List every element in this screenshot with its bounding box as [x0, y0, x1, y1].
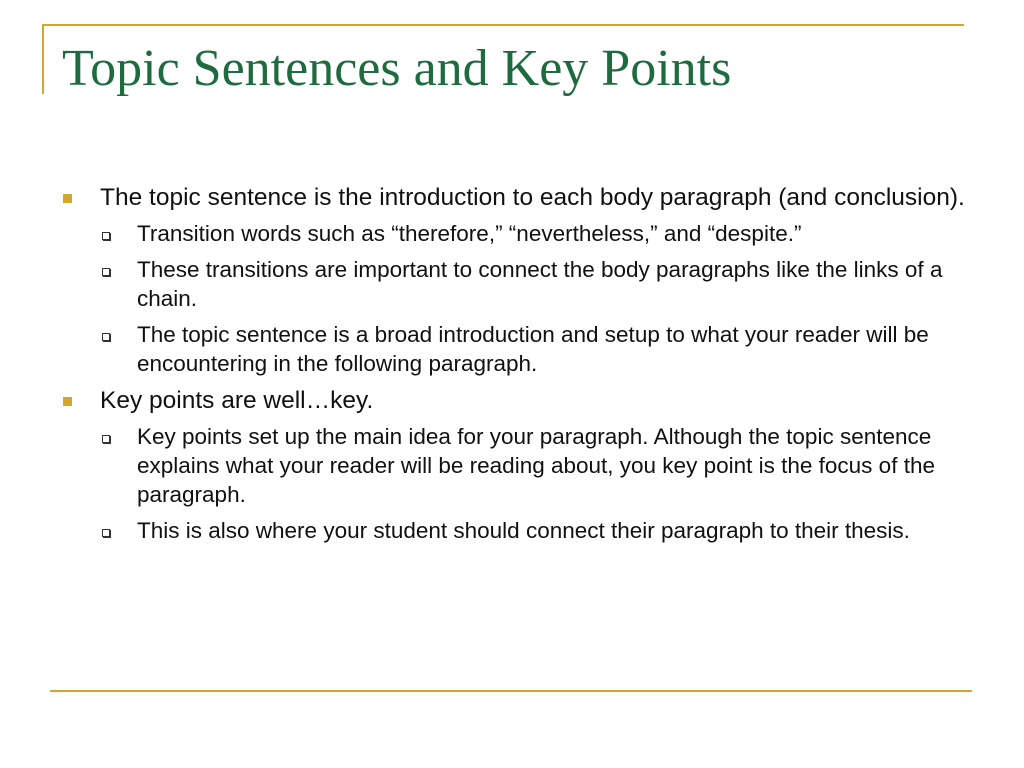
hollow-square-bullet-icon: [102, 529, 110, 537]
frame-left-rule: [42, 24, 44, 94]
sub-bullet-item: [100, 219, 970, 248]
hollow-square-bullet-icon: [102, 333, 110, 341]
sub-bullet-text: Key points set up the main idea for your paragraph. Although the topic sentence explains what your reader will be reading about, you key point is the focus of the paragraph.: [137, 424, 935, 507]
sub-bullet-text: The topic sentence is a broad introduction and setup to what your reader will be encountering in the following paragraph.: [137, 322, 929, 376]
sub-bullet-item: [100, 516, 970, 545]
frame-bottom-rule: [50, 690, 972, 692]
sub-bullet-text: These transitions are important to connect the body paragraphs like the links of a chain.: [137, 257, 943, 311]
sub-bullet-item: [100, 422, 970, 509]
bullet-item: [60, 182, 970, 213]
filled-square-bullet-icon: [63, 194, 72, 203]
filled-square-bullet-icon: [63, 397, 72, 406]
hollow-square-bullet-icon: [102, 435, 110, 443]
sub-bullet-item: [100, 255, 970, 313]
bullet-item: [60, 385, 970, 416]
hollow-square-bullet-icon: [102, 268, 110, 276]
hollow-square-bullet-icon: [102, 232, 110, 240]
sub-bullet-text: This is also where your student should connect their paragraph to their thesis.: [137, 518, 910, 543]
frame-top-rule: [42, 24, 964, 26]
slide-content: [60, 182, 970, 552]
sub-bullet-item: [100, 320, 970, 378]
bullet-text: The topic sentence is the introduction to each body paragraph (and conclusion).: [100, 184, 965, 211]
slide-title: Topic Sentences and Key Points: [62, 40, 732, 97]
sub-bullet-text: Transition words such as “therefore,” “nevertheless,” and “despite.”: [137, 221, 802, 246]
bullet-text: Key points are well…key.: [100, 387, 374, 414]
